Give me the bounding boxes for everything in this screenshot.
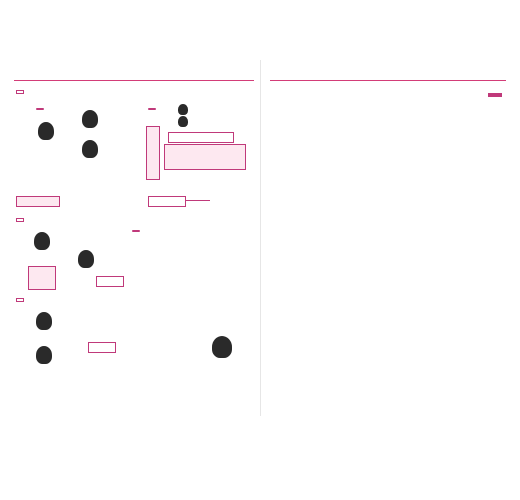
court-label bbox=[148, 108, 156, 110]
kobu-kuge-band bbox=[146, 126, 160, 180]
portrait-icon bbox=[38, 122, 54, 140]
shogunate-label bbox=[36, 108, 44, 110]
portrait-icon bbox=[36, 346, 52, 364]
side-a-domains bbox=[28, 266, 56, 290]
arrow bbox=[186, 200, 210, 201]
portrait-icon bbox=[36, 312, 52, 330]
choshu-label bbox=[148, 196, 186, 207]
portrait-icon bbox=[212, 336, 232, 358]
portrait-icon bbox=[178, 104, 188, 115]
year-table-heading bbox=[132, 230, 140, 232]
section-shogunate-court-heading bbox=[16, 90, 24, 94]
joi-kuge-band bbox=[168, 132, 234, 143]
joi-members bbox=[164, 144, 246, 170]
portrait-icon bbox=[82, 140, 98, 158]
left-top-rule bbox=[14, 80, 254, 81]
section-kinmon-heading bbox=[16, 218, 24, 222]
gutter-divider bbox=[260, 60, 261, 416]
portrait-icon bbox=[78, 250, 94, 268]
kobu-camp-label bbox=[16, 196, 60, 207]
era-tag bbox=[488, 93, 502, 97]
choshu-label-3 bbox=[88, 342, 116, 353]
section-first-choshu-heading bbox=[16, 298, 24, 302]
portrait-icon bbox=[178, 116, 188, 127]
side-b-choshu bbox=[96, 276, 124, 287]
portrait-icon bbox=[82, 110, 98, 128]
right-top-rule bbox=[270, 80, 506, 81]
portrait-icon bbox=[34, 232, 50, 250]
